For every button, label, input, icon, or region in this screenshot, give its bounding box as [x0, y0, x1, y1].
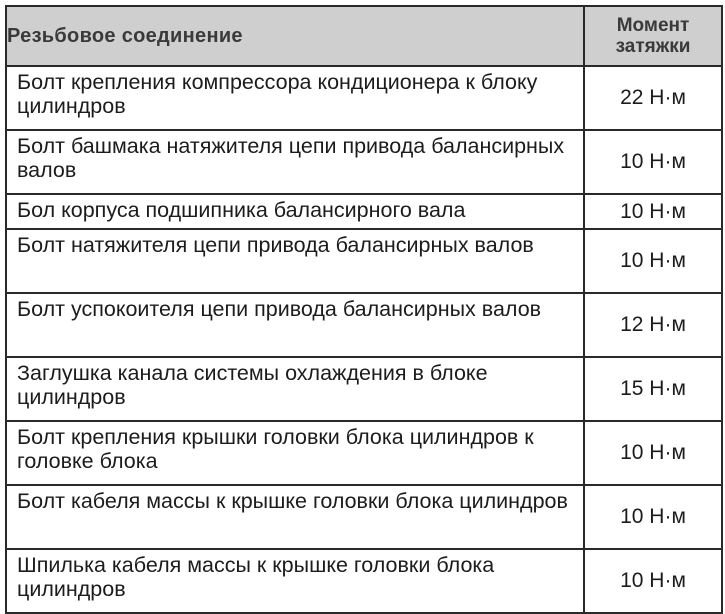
torque-cell: 22 Н·м	[584, 66, 722, 130]
connection-cell: Болт крепления компрессора кондиционера к блоку цилиндров	[6, 66, 584, 130]
connection-cell: Болт кабеля массы к крышке головки блока цилиндров	[6, 485, 584, 549]
torque-cell: 10 Н·м	[584, 549, 722, 613]
torque-cell: 10 Н·м	[584, 130, 722, 194]
torque-cell: 10 Н·м	[584, 194, 722, 229]
table-row	[6, 130, 722, 194]
connection-cell: Болт успокоителя цепи привода балансирных валов	[6, 293, 584, 357]
torque-cell: 15 Н·м	[584, 357, 722, 421]
header-torque-line1: Момент	[616, 15, 690, 36]
table-row	[6, 229, 722, 293]
table-row	[6, 357, 722, 421]
torque-cell: 10 Н·м	[584, 485, 722, 549]
table-header-row	[6, 6, 722, 66]
torque-cell: 10 Н·м	[584, 421, 722, 485]
torque-spec-sheet	[5, 5, 721, 603]
table-row	[6, 421, 722, 485]
table-row	[6, 66, 722, 130]
connection-cell: Болт натяжителя цепи привода балансирных валов	[6, 229, 584, 293]
header-tightening-torque	[584, 6, 722, 66]
table-row	[6, 194, 722, 229]
torque-table	[5, 5, 723, 614]
connection-cell: Болт крепления крышки головки блока цилиндров к головке блока	[6, 421, 584, 485]
torque-cell: 10 Н·м	[584, 229, 722, 293]
connection-cell: Бол корпуса подшипника балансирного вала	[6, 194, 584, 229]
connection-cell: Болт башмака натяжителя цепи привода балансирных валов	[6, 130, 584, 194]
connection-cell: Шпилька кабеля массы к крышке головки блока цилиндров	[6, 549, 584, 613]
table-row	[6, 293, 722, 357]
header-torque-line2: затяжки	[615, 36, 691, 57]
torque-cell: 12 Н·м	[584, 293, 722, 357]
table-row	[6, 485, 722, 549]
connection-cell: Заглушка канала системы охлаждения в блоке цилиндров	[6, 357, 584, 421]
header-threaded-connection: Резьбовое соединение	[6, 6, 584, 66]
table-row	[6, 549, 722, 613]
